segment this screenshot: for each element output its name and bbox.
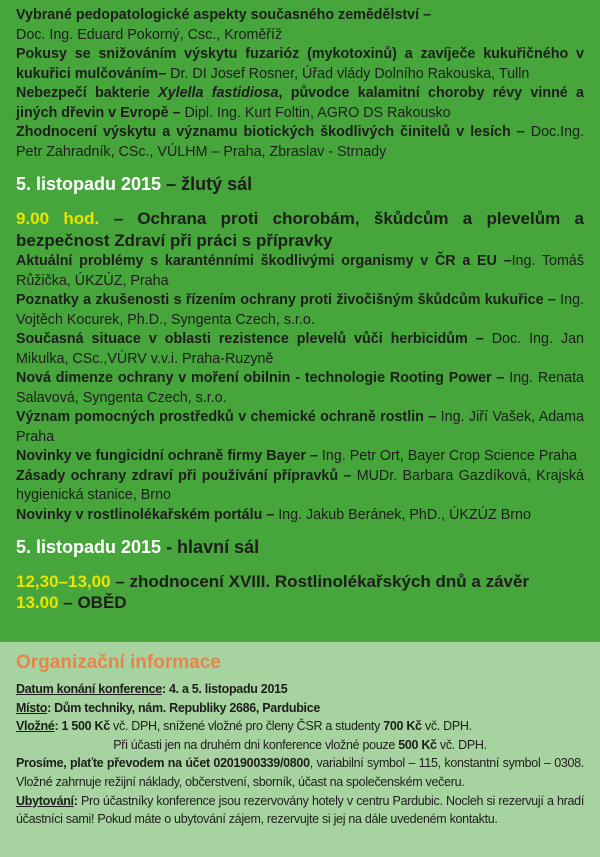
text-run: vč. DPH. [436,737,487,752]
text-run: – žlutý sál [166,174,253,194]
org-platba [16,754,584,791]
org-ubytovani [16,792,584,829]
text-run: Zhodnocení výskytu a významu biotických škodlivých činitelů v lesích – [16,124,531,140]
talk-rostlinolekarsky-portal [16,506,584,526]
session-heading-0900 [16,208,584,252]
text-run: Ing. Jiří Vašek, Adama Praha [16,409,584,445]
org-info-section [0,642,600,857]
text-run: MUDr. Barbara Gazdíková, Krajská hygienická stanice, Brno [16,467,584,503]
text-run: 12,30–13,00 [16,572,111,591]
text-run: – zhodnocení XVIII. Rostlinolékařských dnů a závěr [110,572,530,591]
text-run: Ing. Petr Ort, Bayer Crop Science Praha [321,448,577,464]
text-run: Doc. Ing. Eduard Pokorný, Csc., Kroměříž [16,26,283,43]
text-run: Pro účastníky konference jsou rezervovány hotely v centru Pardubic. Nocleh si rezervují a hradí účastníci sami! Pokud máte o ubytování zájem, rezervujte si jej na dále uvedeném kontaktu. [16,793,584,827]
text-run: Současná situace v oblasti rezistence plevelů vůči herbicidům – [16,331,492,347]
talk-rezistence-plevelu [16,330,584,369]
text-run: vč. DPH. [421,719,472,734]
text-run: Doc. Ing. Jan Mikulka, CSc.,VÚRV v.v.i. Praha-Ruzyně [16,331,584,367]
text-run: Nová dimenze ochrany v moření obilnin - technologie Rooting Power – [16,370,510,386]
text-run: Prosíme, plaťte převodem na účet 0201900339/0800 [16,756,310,771]
talk-zasady-zdravi [16,467,584,506]
text-run: 5. listopadu 2015 [16,537,167,557]
org-misto [16,699,584,718]
text-run: Dipl. Ing. Kurt Foltin, AGRO DS Rakousko [184,104,451,121]
day-heading-hlavni-sal [16,535,584,559]
text-run: Novinky v rostlinolékařském portálu – [16,506,279,523]
talk-karantenni-organismy [16,252,584,291]
text-run: – OBĚD [58,593,127,612]
text-run: , variabilní symbol – 115, konstantní symbol – 0308. Vložné zahrnuje režijní náklady, občerstvení, sborník, účast na společenském večeru. [16,756,584,789]
talk-skodlivi-cinitele-lesy [16,123,584,162]
text-run: Organizační informace [16,652,221,673]
org-vlozne [16,717,584,736]
text-run: Ing. Tomáš Růžička, ÚKZÚZ, Praha [16,253,584,289]
text-run: Ing. Vojtěch Kocurek, Ph.D., Syngenta Czech, s.r.o. [16,292,584,328]
text-run: – Ochrana proti chorobám, škůdcům a plevelům a bezpečnost Zdraví při práci s přípravky [16,209,584,250]
talk-pomocne-prostredky [16,408,584,447]
text-run: Pokusy se snižováním výskytu fuzarióz (mykotoxinů) a zavíječe kukuřičného v kukuřici mulčováním– [16,46,584,82]
text-run: Vybrané pedopatologické aspekty současného zemědělství – [16,7,432,23]
text-run: 500 Kč [398,737,437,752]
text-run: Doc.Ing. Petr Zahradník, CSc., VÚLHM – Praha, Zbraslav - Strnady [16,124,584,160]
text-run: 700 Kč [383,719,422,734]
text-run: Ing. Jakub Beránek, PhD., ÚKZÚZ Brno [278,506,531,523]
day-heading-zluty-sal [16,172,584,196]
text-run: Význam pomocných prostředků v chemické ochraně rostlin – [16,409,441,425]
text-run: 13.00 [16,593,59,612]
text-run: Nebezpečí bakterie [16,85,159,101]
text-run: 9.00 hod. [16,209,100,228]
text-run: Zásady ochrany zdraví při používání přípravků – [16,467,357,484]
talk-xylella-fastidiosa [16,84,584,123]
text-run: , původce kalamitní choroby révy vinné a jiných dřevin v Evropě – [16,85,584,121]
text-run: : 4. a 5. listopadu 2015 [161,682,288,696]
text-run: Ing. Renata Salavová, Syngenta Czech, s.r.o. [16,370,584,406]
text-run: Datum konání konference [16,682,162,696]
org-vlozne-druhy-den [16,736,584,755]
text-run: Ubytování [16,793,74,808]
text-run: vč. DPH, snížené vložné pro členy ČSR a studenty [109,719,384,734]
text-run: Vložné [16,719,55,734]
text-run: Novinky ve fungicidní ochraně firmy Bayer – [16,448,322,464]
talk-skudci-kukurice [16,291,584,330]
text-run: 1 500 Kč [61,719,110,734]
text-run: Dr. DI Josef Rosner, Úřad vlády Dolního Rakouska, Tulln [170,65,530,82]
text-run: : Dům techniky, nám. Republiky 2686, Pardubice [47,700,321,715]
text-run: Místo [16,700,48,715]
talk-fungicidni-bayer [16,447,584,467]
text-run: Při účasti jen na druhém dni konference vložné pouze [113,737,399,752]
schedule-closing [16,571,584,613]
text-run: Xylella fastidiosa [158,85,279,101]
text-run: Aktuální problémy s karanténními škodlivými organismy v ČR a EU – [16,253,512,269]
talk-rooting-power [16,369,584,408]
text-run: : [73,793,78,808]
org-info-heading [16,652,584,674]
text-run: - hlavní sál [166,537,260,557]
talk-pedopatologicke-aspekty [16,6,584,45]
text-run: : [54,719,62,734]
text-run: 5. listopadu 2015 [16,174,167,194]
talk-fuzariozy-kukurice [16,45,584,84]
text-run: Poznatky a zkušenosti s řízením ochrany proti živočišným škůdcům kukuřice – [16,292,561,308]
org-datum [16,680,584,699]
